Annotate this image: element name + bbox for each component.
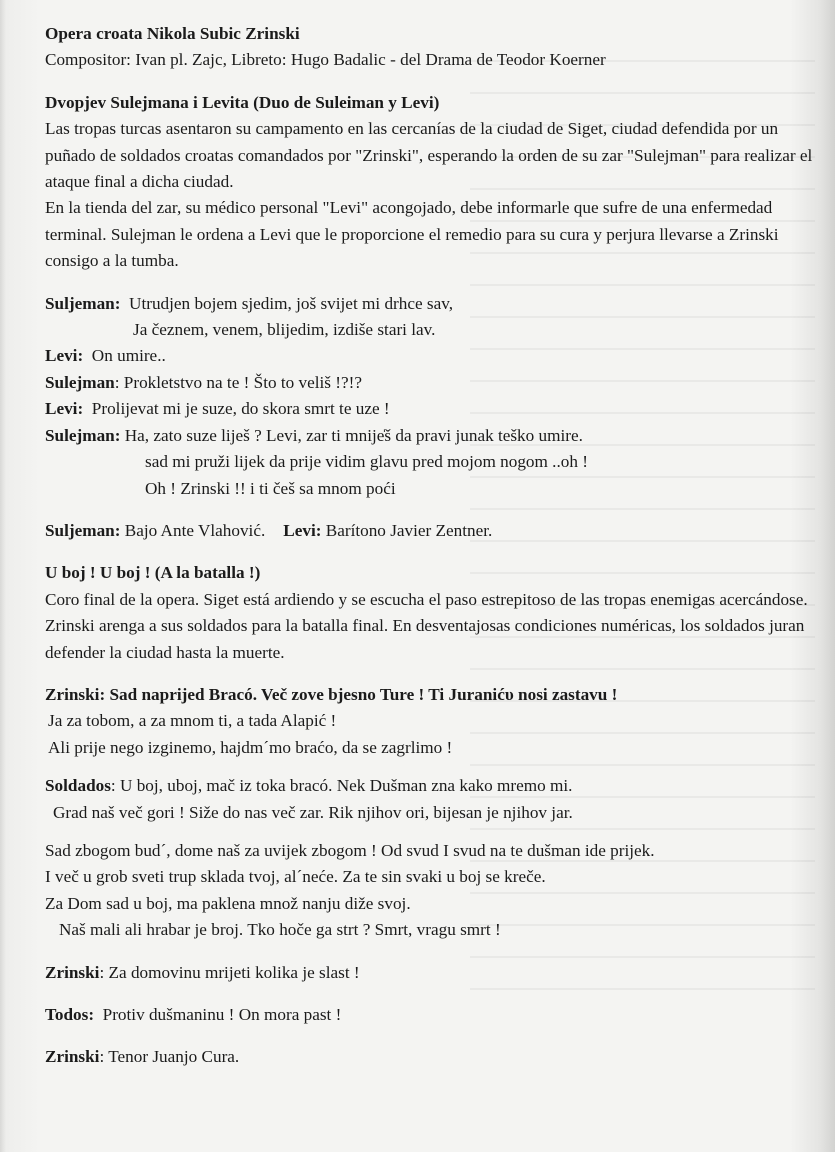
- lyric-line: [45, 423, 830, 449]
- lyric-text: Protiv dušmaninu ! On mora past !: [102, 1005, 342, 1024]
- lyric-text: Ha, zato suze liješ ? Levi, zar ti mnije̍š da pravi junak teško umire.: [124, 425, 583, 445]
- lyric-text: U boj, uboj, mač iz toka bracó. Nek Dušman zna kako mremo mi.: [120, 776, 573, 796]
- lyric-line: Levi: Prolijevat mi je suze, do skora smrt te uze !: [45, 399, 390, 419]
- speaker-label: Levi: [45, 346, 78, 366]
- lyric-line: Suljeman: Utrudjen bojem sjedim, još svijet mi drhce sav,: [45, 293, 454, 313]
- speaker-label: Sulejman: [45, 372, 115, 392]
- lyric-line: Grad naš več gori ! Siže do nas več zar. Rik njihov ori, bijesan je njihov jar.: [53, 802, 573, 822]
- lyric-text: On umire..: [91, 346, 166, 366]
- lyric-text: Za domovinu mrijeti kolika je slast !: [108, 962, 360, 982]
- lyric-line: Sulejman: Prokletstvo na te ! Što to veliš !?!?: [45, 372, 362, 392]
- lyric-line: Soldados: U boj, uboj, mač iz toka bracó. Nek Dušman zna kako mremo mi.: [45, 776, 573, 796]
- lyric-line: Ja čeznem, venem, blijedim, izdiše stari lav.: [133, 320, 436, 340]
- cast-label: Zrinski: [45, 1047, 100, 1067]
- lyric-text: Prokletstvo na te ! Što to veliš !?!?: [123, 372, 362, 392]
- cast-label: Suljeman:: [45, 520, 121, 540]
- duo-title: Dvopjev Sulejmana i Levita (Duo de Suleiman y Levi): [45, 92, 440, 112]
- lyric-line: Sad zbogom bud´, dome naš za uvijek zbogom ! Od svud I svud na te dušman ide prijek.: [45, 840, 655, 860]
- lyric-line: Levi: On umire..: [45, 346, 166, 366]
- cast-label: Levi:: [283, 520, 322, 540]
- lyric-line: Ja za tobom, a za mnom ti, a tada Alapić !: [48, 711, 337, 731]
- speaker-label: Sulejman:: [45, 425, 121, 445]
- lyric-text: Prolijevat mi je suze, do skora smrt te uze !: [91, 399, 390, 419]
- battle-title: U boj ! U boj ! (A la batalla !): [45, 563, 261, 583]
- battle-description: Coro final de la opera. Siget está ardiendo y se escucha el paso estrepitoso de las tropas enemigas acercándose. Zrinski arenga a sus soldados para la batalla final. En desventajosas condiciones numéricas, los soldados juran defender la ciudad hasta la muerte.: [45, 589, 808, 662]
- speaker-label: Levi: [45, 399, 78, 419]
- lyric-line: [45, 1002, 830, 1028]
- speaker-label: Zrinski: [45, 962, 100, 982]
- duo-description-2: En la tienda del zar, su médico personal "Levi" acongojado, debe informarle que sufre de una enfermedad terminal. Sulejman le ordena a Levi que le proporcione el remedio para su cura y perjura llevarse a Zrinski consigo a la tumba.: [45, 198, 779, 271]
- zrinski-heading: Zrinski: Sad naprijed Bracó. Več zove bjesno Ture ! Ti Juranićυ nosi zastavu !: [45, 684, 618, 704]
- document-body: [45, 21, 830, 1071]
- lyric-line: Zrinski: Za domovinu mrijeti kolika je slast !: [45, 962, 360, 982]
- cast-name: Barítono Javier Zentner.: [325, 520, 493, 540]
- speaker-label: Todos:: [45, 1005, 95, 1024]
- lyric-line: Naš mali ali hrabar je broj. Tko hoče ga strt ? Smrt, vragu smrt !: [59, 920, 501, 940]
- lyric-line: Ali prije nego izginemo, hajdm´mo braćo, da se zagrlimo !: [48, 737, 453, 757]
- opera-credits: Compositor: Ivan pl. Zajc, Libreto: Hugo Badalic - del Drama de Teodor Koerner: [45, 50, 606, 70]
- opera-title: Opera croata Nikola Subic Zrinski: [45, 24, 300, 43]
- cast-name: Tenor Juanjo Cura.: [108, 1047, 240, 1067]
- speaker-label: Suljeman: [45, 293, 115, 313]
- duo-cast: [45, 518, 830, 544]
- lyric-line: sad mi pruži lijek da prije vidim glavu pred mojom nogom ..oh !: [145, 452, 588, 472]
- duo-description: Las tropas turcas asentaron su campamento en las cercanías de la ciudad de Siget, ciudad defendida por un puñado de soldados croatas comandados por "Zrinski", esperando la orden de su zar "Sulejman" para realizar el ataque final a dicha ciudad.: [45, 119, 813, 192]
- lyric-text: Utrudjen bojem sjedim, još svijet mi drhce sav,: [129, 293, 454, 313]
- speaker-label: Soldados: [45, 776, 111, 796]
- lyric-line: Za Dom sad u boj, ma paklena množ nanju diže svoj.: [45, 893, 411, 913]
- cast-name: Bajo Ante Vlahović.: [124, 520, 266, 540]
- lyric-line: I več u grob sveti trup sklada tvoj, al´neće. Za te sin svaki u boj se kreče.: [45, 867, 546, 887]
- lyric-line: Oh ! Zrinski !! i ti češ sa mnom poći: [145, 478, 396, 498]
- battle-cast: Zrinski: Tenor Juanjo Cura.: [45, 1047, 240, 1067]
